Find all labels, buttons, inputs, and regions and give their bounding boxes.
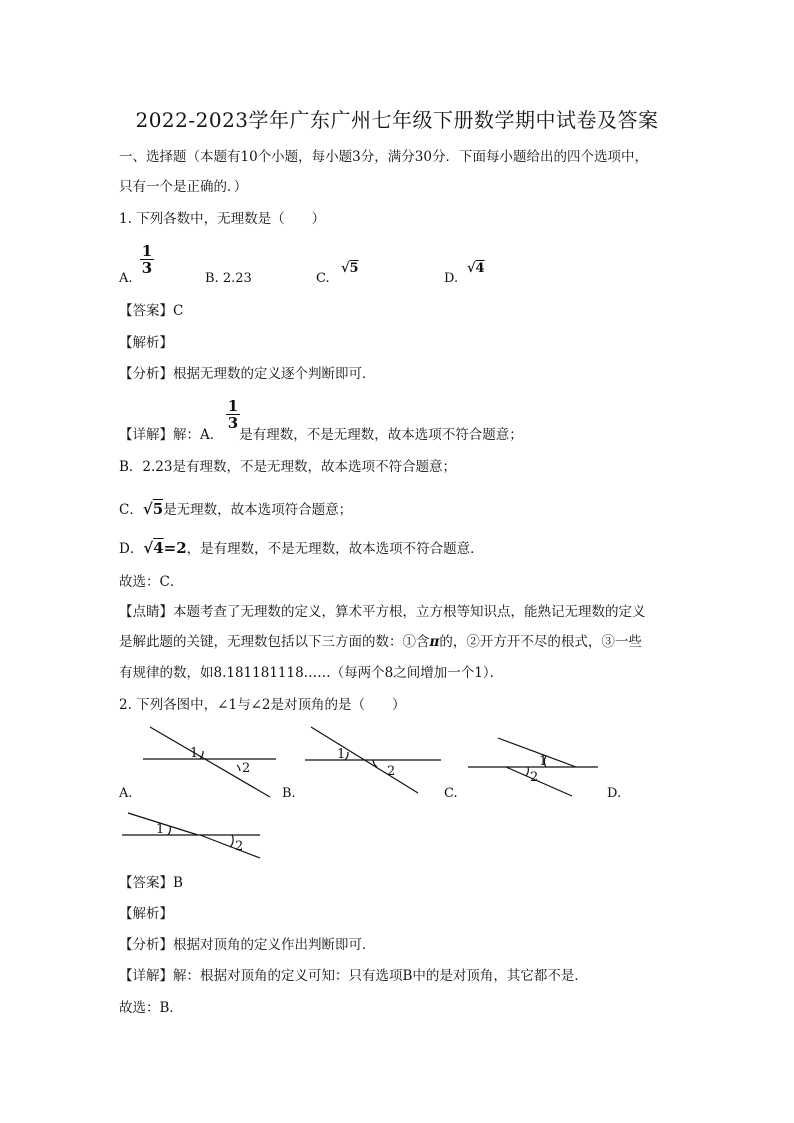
q2-answer: 【答案】B (119, 875, 183, 891)
detail-c-rest: 是无理数，故本选项符合题意； (163, 502, 353, 518)
detail-d-prefix: D． (119, 541, 144, 557)
sqrt-4: √4 (143, 539, 164, 557)
pi-symbol: π (429, 634, 440, 650)
q1-option-a-fraction (140, 244, 154, 275)
angle-label-1: 1 (539, 754, 548, 769)
q1-option-b: B. 2.23 (205, 271, 252, 286)
q2-label-b: B. (282, 786, 296, 801)
radicand: 5 (152, 500, 164, 518)
figure-c (466, 734, 606, 799)
q2-analysis-tag: 【解析】 (119, 906, 173, 922)
q2-choose: 故选：B． (119, 1000, 183, 1016)
detail-c-prefix: C． (119, 502, 143, 518)
dianjing2-post: 的，②开方开不尽的根式，③一些 (439, 634, 642, 650)
q2-stem: 2. 下列各图中，∠1与∠2是对顶角的是（ ） (119, 697, 406, 713)
sqrt-5: √5 (142, 500, 164, 518)
radicand: 4 (153, 539, 164, 557)
angle-label-1: 1 (156, 822, 165, 837)
radicand: 4 (475, 261, 485, 276)
q1-choose: 故选：C． (119, 574, 184, 590)
transversal-line (150, 727, 270, 797)
angle-arc-1 (345, 752, 348, 760)
q1-detail-c (119, 499, 352, 520)
angle-label-2: 2 (387, 764, 396, 779)
angle-label-1: 1 (337, 747, 346, 762)
equals-two: =2 (163, 539, 187, 557)
detail-prefix: 【详解】解：A． (119, 427, 224, 443)
q1-detail-d (119, 538, 484, 559)
q1-answer: 【答案】C (119, 303, 184, 319)
q1-option-d-label: D. (444, 271, 459, 286)
q2-label-a: A. (119, 786, 133, 801)
q1-option-c-sqrt: √5 (341, 261, 359, 276)
q1-option-c-label: C. (316, 271, 330, 286)
angle-arc-2 (237, 765, 240, 771)
q1-fenxi: 【分析】根据无理数的定义逐个判断即可． (119, 366, 376, 382)
q2-detail: 【详解】解：根据对顶角的定义可知：只有选项B中的是对顶角，其它都不是． (119, 968, 588, 984)
fraction-denominator: 3 (141, 259, 153, 277)
q1-dianjing-line1: 【点睛】本题考查了无理数的定义，算术平方根，立方根等知识点，能熟记无理数的定义 (119, 604, 646, 620)
angle-label-2: 2 (530, 770, 539, 785)
figure-b (303, 725, 448, 800)
radicand: 5 (349, 261, 359, 276)
section-heading-line1: 一、选择题（本题有10个小题，每小题3分，满分30分．下面每小题给出的四个选项中， (119, 149, 648, 165)
q1-dianjing-line2 (119, 632, 642, 652)
upper-ray (498, 738, 576, 767)
figure-d (120, 810, 265, 862)
q1-stem: 1. 下列各数中，无理数是（ ） (119, 211, 326, 227)
q1-option-d-sqrt: √4 (467, 261, 485, 276)
page-title: 2022-2023学年广东广州七年级下册数学期中试卷及答案 (135, 108, 659, 132)
q1-analysis-tag: 【解析】 (119, 335, 173, 351)
fraction-numerator: 1 (227, 397, 239, 415)
detail-d-rest: ，是有理数，不是无理数，故本选项不符合题意． (186, 541, 484, 557)
angle-label-2: 2 (242, 761, 251, 776)
dianjing2-pre: 是解此题的关键，无理数包括以下三方面的数：①含 (119, 634, 430, 650)
q1-detail-b: B．2.23是有理数，不是无理数，故本选项不符合题意； (119, 459, 456, 475)
angle-label-1: 1 (190, 746, 199, 761)
q1-option-a-label: A. (119, 271, 133, 286)
fraction-numerator: 1 (141, 242, 153, 260)
angle-label-2: 2 (235, 839, 244, 854)
q2-label-c: C. (444, 786, 458, 801)
angle-arc-2 (526, 767, 528, 776)
detail-a-rest: 是有理数，不是无理数，故本选项不符合题意； (239, 427, 523, 443)
figure-a (140, 725, 280, 800)
q1-detail-a (119, 425, 523, 445)
angle-arc-2 (230, 835, 233, 847)
q1-detail-fraction (226, 399, 240, 430)
q1-dianjing-line3: 有规律的数，如8.181181118……（每两个8之间增加一个1）． (119, 665, 504, 681)
section-heading-line2: 只有一个是正确的．） (119, 179, 248, 195)
angle-arc-1 (168, 826, 170, 835)
fraction-denominator: 3 (227, 414, 239, 432)
q2-fenxi: 【分析】根据对顶角的定义作出判断即可． (119, 937, 376, 953)
lower-ray (506, 767, 572, 796)
q2-label-d: D. (607, 786, 622, 801)
